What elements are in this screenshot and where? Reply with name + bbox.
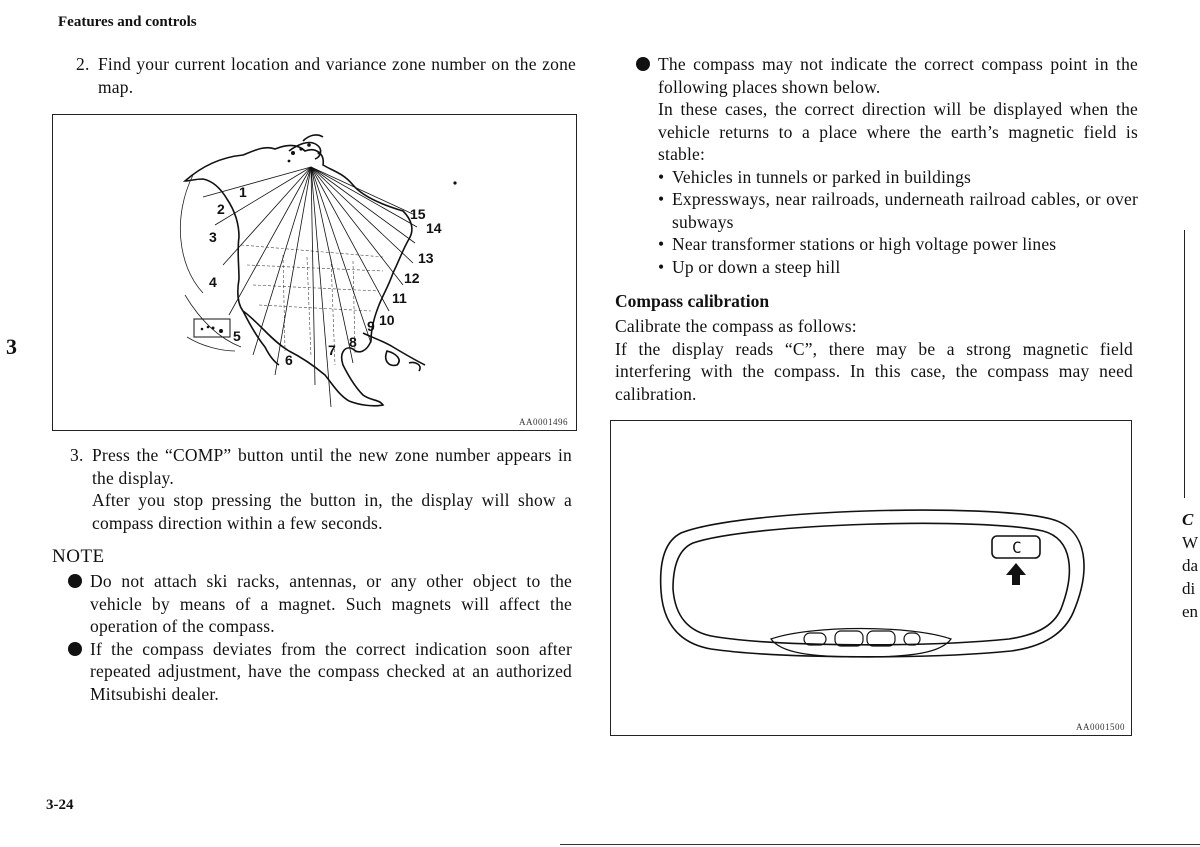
chapter-tab-number: 3 (6, 334, 17, 359)
place-item (658, 188, 1138, 233)
calibration-body (615, 315, 1133, 405)
section-header: Features and controls (58, 14, 197, 30)
zone-arcs (180, 175, 241, 351)
step-2-text: Find your current location and variance zone number on the zone map. (98, 54, 576, 97)
hawaii-islands (201, 326, 223, 333)
zone-label-2: 2 (217, 201, 225, 217)
zone-label-10: 10 (379, 312, 395, 328)
mirror-housing (661, 510, 1084, 657)
step-3-text: Press the “COMP” button until the new zone number appears in the display. (92, 445, 572, 488)
note-list (68, 570, 572, 705)
control-button (904, 633, 920, 645)
region-borders (241, 245, 383, 365)
calibration-para-1: Calibrate the compass as follows: (615, 316, 857, 336)
map-figure-code: AA0001496 (519, 417, 568, 427)
zone-label-5: 5 (233, 328, 241, 344)
note-item-text: Do not attach ski racks, antennas, or any other object to the vehicle by means of a magnet. Such magnets will affect the operation of the compass. (90, 571, 572, 636)
calibration-heading: Compass calibration (615, 291, 770, 311)
zone-boundary-lines (203, 167, 417, 407)
fragment-line: C (1182, 510, 1194, 529)
note-item (68, 570, 572, 638)
zone-label-1: 1 (239, 184, 247, 200)
fragment-line: di (1182, 579, 1196, 598)
place-item (658, 256, 1138, 279)
zone-label-9: 9 (367, 318, 375, 334)
mirror-figure (610, 420, 1132, 736)
zone-label-6: 6 (285, 352, 293, 368)
step-2 (76, 53, 576, 98)
step-3-followup: After you stop pressing the button in, the display will show a compass direction within a few seconds. (92, 490, 572, 533)
place-item (658, 166, 1138, 189)
place-item (658, 233, 1138, 256)
dot-icon: • (658, 189, 665, 209)
dot-icon: • (658, 234, 665, 254)
zone-label-13: 13 (418, 250, 434, 266)
arrow-up-icon (1006, 563, 1026, 585)
zone-label-14: 14 (426, 220, 442, 236)
bullet-icon (68, 574, 82, 588)
zone-label-7: 7 (328, 342, 336, 358)
note-item-text: If the compass deviates from the correct indication soon after repeated adjustment, have the compass checked at an authorized Mitsubishi dealer. (90, 638, 572, 704)
place-text: Expressways, near railroads, underneath railroad cables, or over subways (672, 189, 1138, 232)
zone-label-3: 3 (209, 229, 217, 245)
zone-label-12: 12 (404, 270, 420, 286)
bullet-icon (636, 57, 650, 71)
dot-icon: • (658, 166, 665, 187)
place-text: Up or down a steep hill (672, 256, 841, 277)
compass-display-char: C (1012, 538, 1022, 557)
places-list (658, 166, 1138, 279)
control-button (835, 631, 863, 646)
page-number: 3-24 (46, 797, 74, 813)
place-text: Vehicles in tunnels or parked in buildings (672, 166, 972, 187)
step-3 (70, 444, 572, 534)
fragment-line: en (1182, 602, 1199, 621)
caution-text: The compass may not indicate the correct compass point in the following places shown below. (658, 54, 1138, 97)
caution-continued: In these cases, the correct direction will be displayed when the vehicle returns to a place where the earth’s magnetic field is stable: (658, 99, 1138, 164)
control-button (867, 631, 895, 646)
mirror-figure-code: AA0001500 (1076, 722, 1125, 732)
caution-item (636, 53, 1138, 278)
place-text: Near transformer stations or high voltage power lines (672, 234, 1057, 254)
zone-label-8: 8 (349, 334, 357, 350)
north-america-zone-map (53, 115, 576, 430)
step-3-number: 3. (70, 445, 84, 465)
step-2-number: 2. (76, 54, 90, 74)
dot-icon: • (658, 256, 665, 277)
continent-outline (185, 135, 425, 406)
bullet-icon (68, 642, 82, 656)
zone-label-15: 15 (410, 206, 426, 222)
bottom-rule (560, 844, 1200, 845)
calibration-para-2: If the display reads “C”, there may be a strong magnetic field interfering with the compass. In this case, the compass may need calibration. (615, 338, 1133, 404)
zone-label-11: 11 (392, 290, 407, 306)
note-item (68, 638, 572, 706)
rearview-mirror-illustration (611, 421, 1131, 735)
next-page-edge-rule (1184, 230, 1187, 498)
fragment-line: da (1182, 556, 1199, 575)
zone-map-figure (52, 114, 577, 431)
fragment-line: W (1182, 533, 1199, 552)
zone-label-4: 4 (209, 274, 217, 290)
next-page-fragment (1182, 508, 1200, 623)
note-heading: NOTE (52, 546, 105, 567)
compass-caution (636, 53, 1138, 278)
